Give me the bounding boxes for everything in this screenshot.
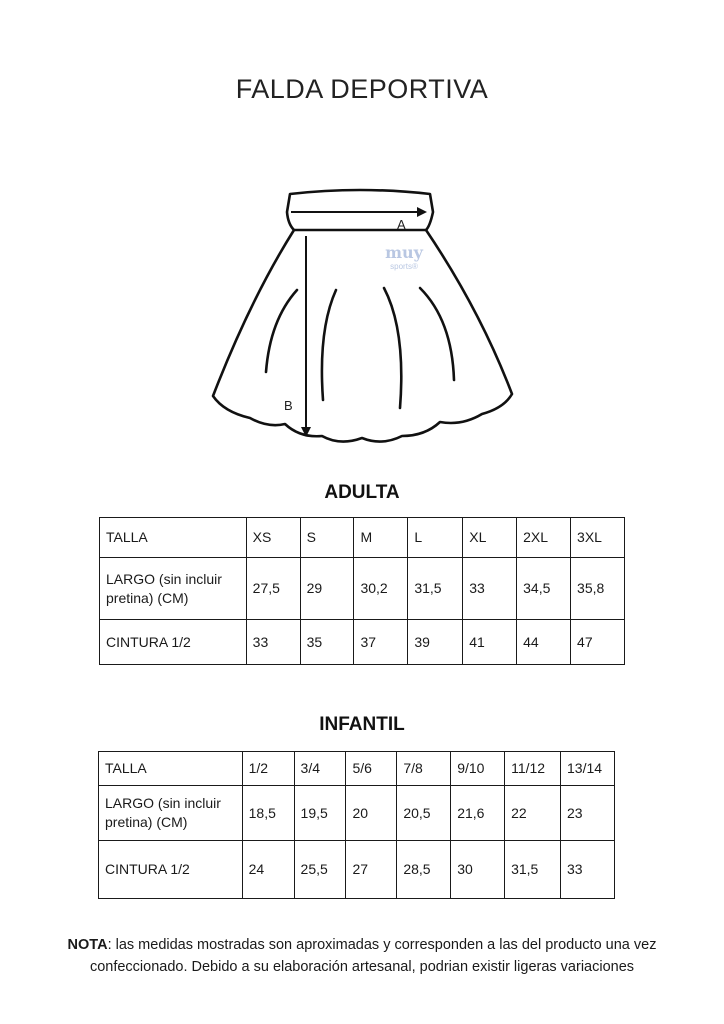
table-cell: 18,5 <box>242 786 294 841</box>
label-b: B <box>284 398 293 413</box>
table-cell: XS <box>246 518 300 558</box>
page-title: FALDA DEPORTIVA <box>235 74 489 104</box>
table-cell: 20,5 <box>397 786 451 841</box>
table-cell: 28,5 <box>397 841 451 899</box>
table-cell: 23 <box>561 786 615 841</box>
table-cell: S <box>300 518 354 558</box>
label-a: A <box>397 217 406 232</box>
note-label: NOTA <box>67 937 108 953</box>
table-cell: 11/12 <box>505 752 561 786</box>
table-cell: 2XL <box>517 518 571 558</box>
table-cell: 25,5 <box>294 841 346 899</box>
table-cell: 3/4 <box>294 752 346 786</box>
table-cell: 31,5 <box>408 558 463 620</box>
table-cell: 13/14 <box>561 752 615 786</box>
table-cell: 21,6 <box>451 786 505 841</box>
skirt-diagram <box>200 180 530 450</box>
table-cell: 5/6 <box>346 752 397 786</box>
table-row <box>100 518 625 558</box>
adulta-title: ADULTA <box>324 482 400 503</box>
table-cell: TALLA <box>100 518 247 558</box>
adulta-size-table <box>99 517 625 665</box>
table-cell: 31,5 <box>505 841 561 899</box>
table-cell: 27 <box>346 841 397 899</box>
table-cell: 39 <box>408 620 463 665</box>
table-cell: L <box>408 518 463 558</box>
waistband-outline <box>287 190 433 230</box>
brand-logo-word: muy <box>385 243 423 262</box>
table-cell: 30 <box>451 841 505 899</box>
table-cell: 35,8 <box>571 558 625 620</box>
brand-logo-sub: sports® <box>390 262 418 271</box>
table-cell: 27,5 <box>246 558 300 620</box>
arrow-head-a <box>417 207 427 217</box>
table-cell: 37 <box>354 620 408 665</box>
pleat-line <box>420 288 454 380</box>
table-cell: 34,5 <box>517 558 571 620</box>
table-cell: 1/2 <box>242 752 294 786</box>
table-cell: TALLA <box>99 752 243 786</box>
infantil-title: INFANTIL <box>319 714 405 735</box>
table-cell: XL <box>463 518 517 558</box>
table-row <box>99 841 615 899</box>
pleat-line <box>322 290 336 400</box>
table-cell: 41 <box>463 620 517 665</box>
skirt-outline <box>213 230 512 442</box>
note-text-line2: confeccionado. Debido a su elaboración artesanal, podrian existir ligeras variaciones <box>89 959 635 975</box>
table-cell: 33 <box>561 841 615 899</box>
label-line: pretina) (CM) <box>105 814 188 830</box>
table-cell: 19,5 <box>294 786 346 841</box>
table-cell: 33 <box>246 620 300 665</box>
pleat-line <box>384 288 401 408</box>
table-cell: 24 <box>242 841 294 899</box>
table-cell: 29 <box>300 558 354 620</box>
pleat-line <box>266 290 297 372</box>
table-cell: M <box>354 518 408 558</box>
table-row <box>99 786 615 841</box>
label-line: LARGO (sin incluir <box>105 795 221 811</box>
table-row <box>99 752 615 786</box>
table-cell: 3XL <box>571 518 625 558</box>
infantil-size-table <box>98 751 615 899</box>
table-row-label <box>99 786 243 841</box>
table-row <box>100 558 625 620</box>
table-cell: 33 <box>463 558 517 620</box>
table-cell: 47 <box>571 620 625 665</box>
note-paragraph <box>40 934 684 978</box>
table-cell: 30,2 <box>354 558 408 620</box>
table-row-label: CINTURA 1/2 <box>99 841 243 899</box>
table-cell: 20 <box>346 786 397 841</box>
table-cell: 22 <box>505 786 561 841</box>
table-cell: 7/8 <box>397 752 451 786</box>
table-row-label <box>100 558 247 620</box>
note-text-line1: : las medidas mostradas son aproximadas y corresponden a las del producto una vez <box>107 937 657 953</box>
table-row-label: CINTURA 1/2 <box>100 620 247 665</box>
table-row <box>100 620 625 665</box>
table-cell: 35 <box>300 620 354 665</box>
label-line: pretina) (CM) <box>106 589 189 606</box>
label-line: LARGO (sin incluir <box>106 570 222 587</box>
table-cell: 44 <box>517 620 571 665</box>
table-cell: 9/10 <box>451 752 505 786</box>
